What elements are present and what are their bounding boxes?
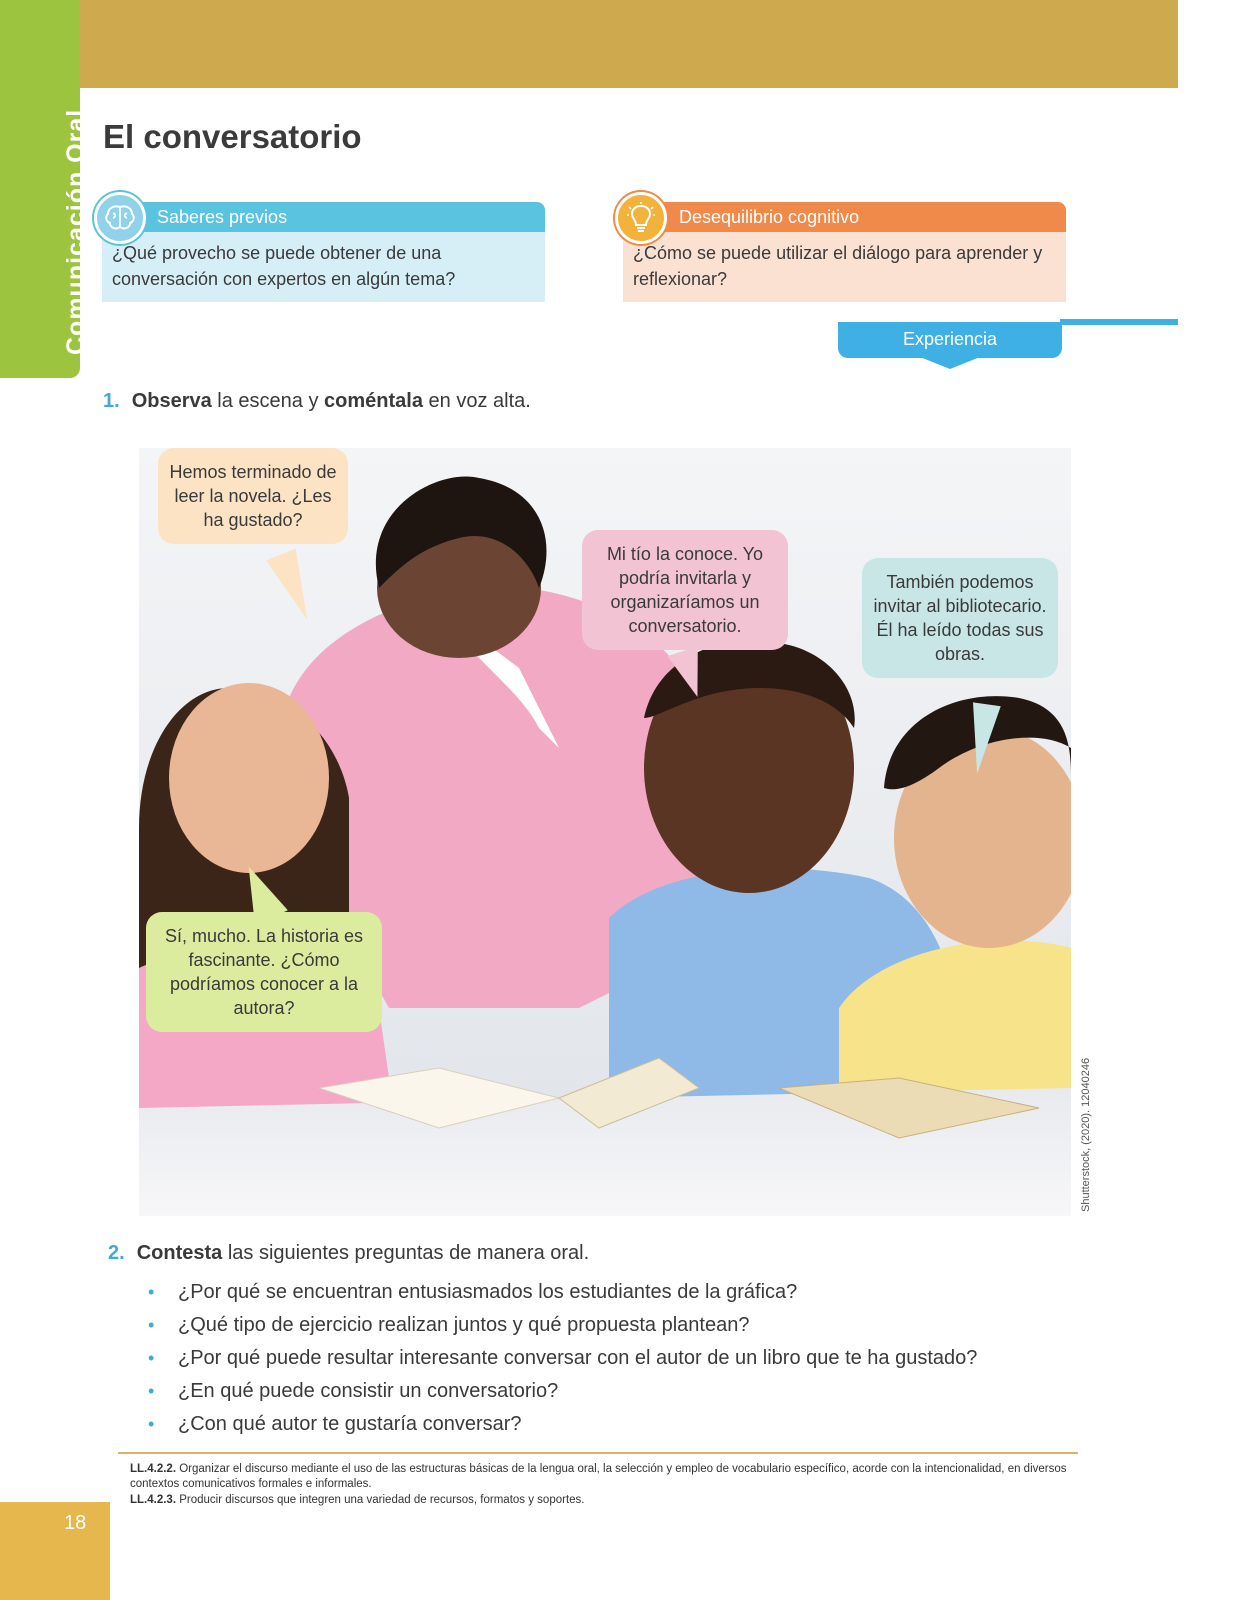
criterion-2 xyxy=(130,1493,1070,1508)
brain-icon xyxy=(94,192,146,244)
activity-1-verb-observa: Observa xyxy=(131,390,212,412)
photo-credit: Shutterstock, (2020). 12040246 xyxy=(1080,1057,1092,1212)
lightbulb-icon xyxy=(615,192,667,244)
question-item: • ¿Por qué puede resultar interesante conversar con el autor de un libro que te ha gustado? xyxy=(148,1342,977,1375)
criterion-1-text: Organizar el discurso mediante el uso de las estructuras básicas de la lengua oral, la selección y empleo de vocabulario específico, acorde con la intencionalidad, en diversos contextos comunicativos formales e informales. xyxy=(130,1463,1067,1490)
activity-1-verb-comentala: coméntala xyxy=(324,390,423,412)
question-item: • ¿Por qué se encuentran entusiasmados los estudiantes de la gráfica? xyxy=(148,1276,977,1309)
page-title: El conversatorio xyxy=(103,118,362,155)
top-color-band xyxy=(80,0,1178,88)
bullet-icon: • xyxy=(148,1414,155,1434)
bullet-icon: • xyxy=(148,1348,155,1368)
bullet-icon: • xyxy=(148,1282,155,1302)
activity-1-text-mid: la escena y xyxy=(211,390,325,412)
criterion-1 xyxy=(130,1462,1070,1492)
desequilibrio-cognitivo-header: Desequilibrio cognitivo xyxy=(623,202,1066,232)
desequilibrio-cognitivo-text: ¿Cómo se puede utilizar el diálogo para aprender y reflexionar? xyxy=(623,232,1066,302)
desequilibrio-cognitivo-box xyxy=(623,202,1066,302)
criterion-2-code: LL.4.2.3. xyxy=(130,1494,177,1506)
experiencia-rule xyxy=(1060,319,1178,325)
bullet-icon: • xyxy=(148,1315,155,1335)
activity-1-instruction xyxy=(103,390,531,413)
speech-bubble-boy-right-text: También podemos invitar al bibliotecario. Él ha leído todas sus obras. xyxy=(862,558,1058,678)
question-item: • ¿En qué puede consistir un conversatorio? xyxy=(148,1375,977,1408)
curriculum-criteria xyxy=(130,1462,1070,1509)
activity-1-text-end: en voz alta. xyxy=(422,390,531,412)
speech-bubble-boy-right xyxy=(862,558,1058,678)
question-list xyxy=(148,1276,977,1441)
saberes-previos-box xyxy=(102,202,545,302)
criterion-2-text: Producir discursos que integren una variedad de recursos, formatos y soportes. xyxy=(176,1494,585,1506)
question-item: • ¿Qué tipo de ejercicio realizan juntos y qué propuesta plantean? xyxy=(148,1309,977,1342)
activity-2-text: las siguientes preguntas de manera oral. xyxy=(222,1242,590,1264)
speech-bubble-girl-text: Sí, mucho. La historia es fascinante. ¿Cómo podríamos conocer a la autora? xyxy=(146,912,382,1032)
activity-2-verb-contesta: Contesta xyxy=(136,1242,223,1264)
activity-2-number: 2. xyxy=(108,1242,125,1264)
experiencia-tab: Experiencia xyxy=(838,322,1062,358)
activity-1-number: 1. xyxy=(103,390,120,412)
page-number-tab xyxy=(0,1502,110,1600)
footer-divider xyxy=(118,1452,1078,1454)
experiencia-arrow xyxy=(920,357,980,369)
saberes-previos-text: ¿Qué provecho se puede obtener de una conversación con expertos en algún tema? xyxy=(102,232,545,302)
speech-bubble-teacher-text: Hemos terminado de leer la novela. ¿Les ha gustado? xyxy=(158,448,348,544)
page-number: 18 xyxy=(64,1512,87,1534)
speech-bubble-boy-middle-text: Mi tío la conoce. Yo podría invitarla y organizaríamos un conversatorio. xyxy=(582,530,788,650)
section-side-tab-label: Comunicación Oral xyxy=(62,108,90,355)
speech-bubble-teacher xyxy=(158,448,348,544)
speech-bubble-girl xyxy=(146,912,382,1032)
criterion-1-code: LL.4.2.2. xyxy=(130,1463,177,1475)
saberes-previos-header: Saberes previos xyxy=(102,202,545,232)
question-item: • ¿Con qué autor te gustaría conversar? xyxy=(148,1408,977,1441)
activity-2-instruction xyxy=(108,1242,589,1265)
speech-bubble-boy-middle xyxy=(582,530,788,650)
bullet-icon: • xyxy=(148,1381,155,1401)
